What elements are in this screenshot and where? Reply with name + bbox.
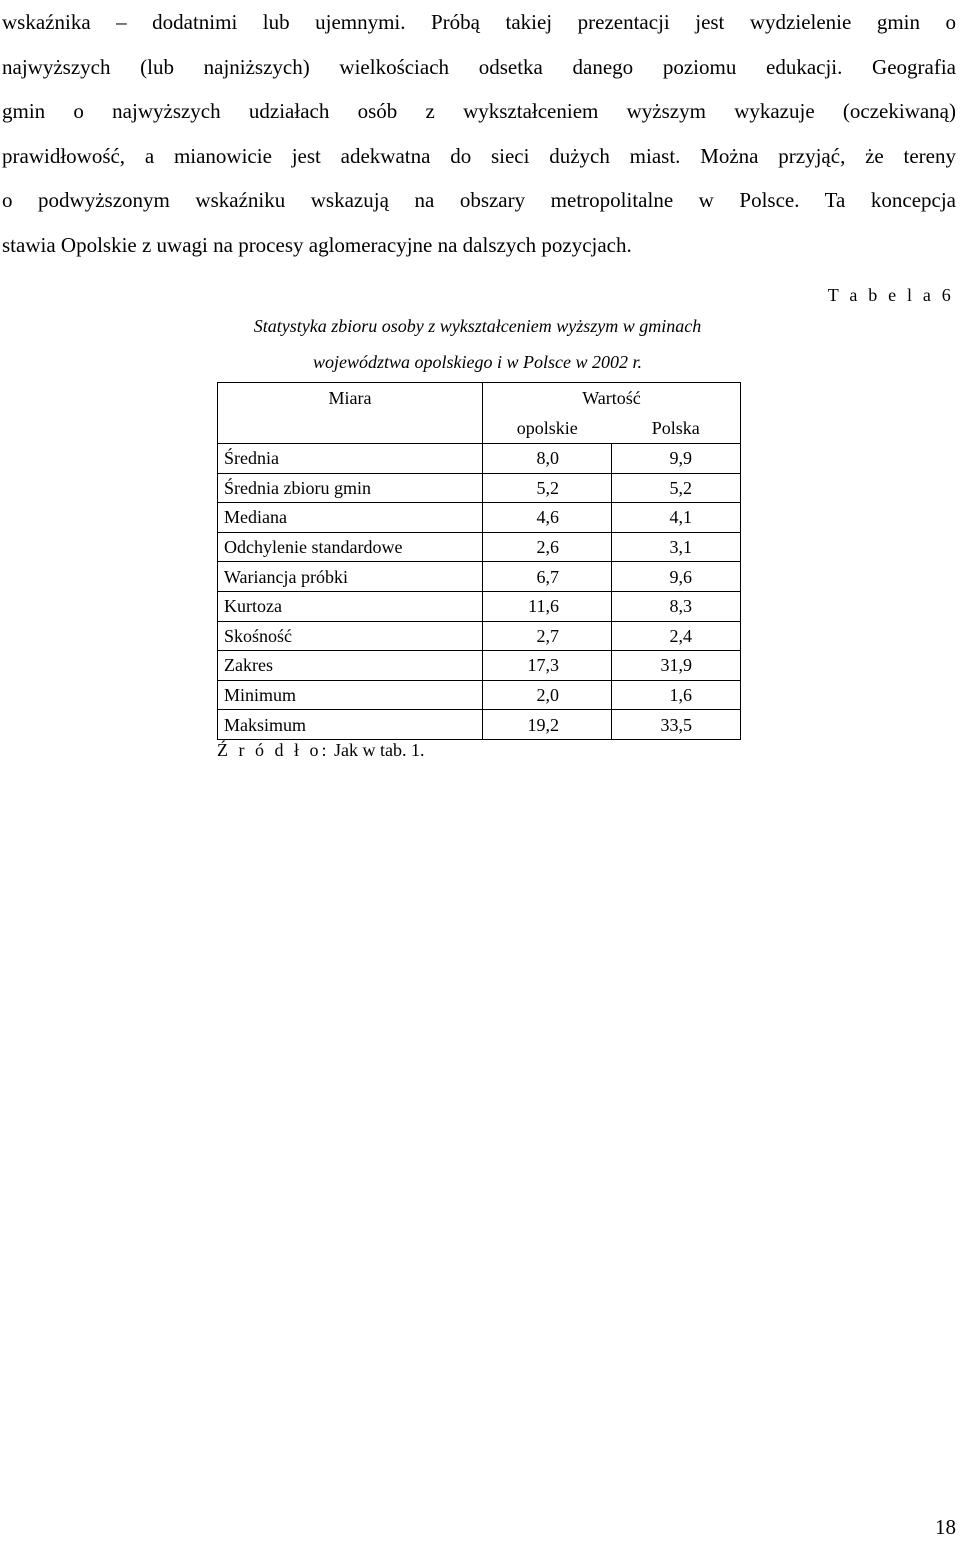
- cell-opolskie: 2,7: [483, 621, 612, 651]
- table-row: [218, 621, 741, 651]
- row-label: Zakres: [218, 651, 483, 681]
- body-paragraph: [2, 0, 956, 268]
- table-row: [218, 591, 741, 621]
- row-label: Mediana: [218, 503, 483, 533]
- table-row: [218, 680, 741, 710]
- cell-polska: 5,2: [612, 473, 741, 503]
- table-row: [218, 532, 741, 562]
- cell-polska: 31,9: [612, 651, 741, 681]
- cell-polska: 33,5: [612, 710, 741, 740]
- table-row: [218, 503, 741, 533]
- table-label: T a b e l a 6: [827, 285, 954, 305]
- caption-line: województwa opolskiego i w Polsce w 2002 r.: [312, 352, 642, 372]
- table-row: [218, 710, 741, 740]
- cell-polska: 8,3: [612, 591, 741, 621]
- table-header-row: [218, 383, 741, 414]
- row-label: Odchylenie standardowe: [218, 532, 483, 562]
- table-subheader-row: [218, 413, 741, 444]
- header-empty-cell: [218, 413, 483, 444]
- cell-opolskie: 2,0: [483, 680, 612, 710]
- table-row: [218, 473, 741, 503]
- table-row: [218, 444, 741, 474]
- table-row: [218, 651, 741, 681]
- cell-opolskie: 5,2: [483, 473, 612, 503]
- cell-opolskie: 8,0: [483, 444, 612, 474]
- cell-opolskie: 6,7: [483, 562, 612, 592]
- source-text: Jak w tab. 1.: [329, 740, 425, 760]
- cell-opolskie: 19,2: [483, 710, 612, 740]
- row-label: Maksimum: [218, 710, 483, 740]
- cell-polska: 9,6: [612, 562, 741, 592]
- row-label: Minimum: [218, 680, 483, 710]
- body-line: o podwyższonym wskaźniku wskazują na obszary metropolitalne w Polsce. Ta koncepcja: [2, 188, 956, 213]
- row-label: Wariancja próbki: [218, 562, 483, 592]
- caption-line: Statystyka zbioru osoby z wykształceniem wyższym w gminach: [253, 316, 702, 336]
- header-opolskie: opolskie: [483, 413, 612, 444]
- table-row: [218, 562, 741, 592]
- header-measure: Miara: [218, 383, 483, 414]
- cell-polska: 1,6: [612, 680, 741, 710]
- row-label: Średnia zbioru gmin: [218, 473, 483, 503]
- cell-opolskie: 2,6: [483, 532, 612, 562]
- header-polska: Polska: [612, 413, 741, 444]
- cell-opolskie: 4,6: [483, 503, 612, 533]
- cell-opolskie: 11,6: [483, 591, 612, 621]
- row-label: Kurtoza: [218, 591, 483, 621]
- cell-polska: 9,9: [612, 444, 741, 474]
- source-lead: Ź r ó d ł o:: [217, 740, 330, 760]
- body-line: najwyższych (lub najniższych) wielkościach odsetka danego poziomu edukacji. Geografia: [2, 54, 956, 79]
- cell-opolskie: 17,3: [483, 651, 612, 681]
- row-label: Skośność: [218, 621, 483, 651]
- body-line: gmin o najwyższych udziałach osób z wykształceniem wyższym wykazuje (oczekiwaną): [2, 99, 956, 124]
- body-line: wskaźnika – dodatnimi lub ujemnymi. Próbą takiej prezentacji jest wydzielenie gmin o: [2, 10, 956, 34]
- table-caption: [215, 308, 740, 380]
- cell-polska: 3,1: [612, 532, 741, 562]
- cell-polska: 2,4: [612, 621, 741, 651]
- header-value: Wartość: [483, 383, 741, 414]
- page-number: 18: [935, 1515, 956, 1539]
- row-label: Średnia: [218, 444, 483, 474]
- cell-polska: 4,1: [612, 503, 741, 533]
- body-line: stawia Opolskie z uwagi na procesy aglomeracyjne na dalszych pozycjach.: [2, 232, 632, 257]
- body-line: prawidłowość, a mianowicie jest adekwatna do sieci dużych miast. Można przyjąć, że tereny: [2, 143, 956, 168]
- statistics-table: [217, 382, 741, 740]
- table-source-note: [217, 740, 424, 761]
